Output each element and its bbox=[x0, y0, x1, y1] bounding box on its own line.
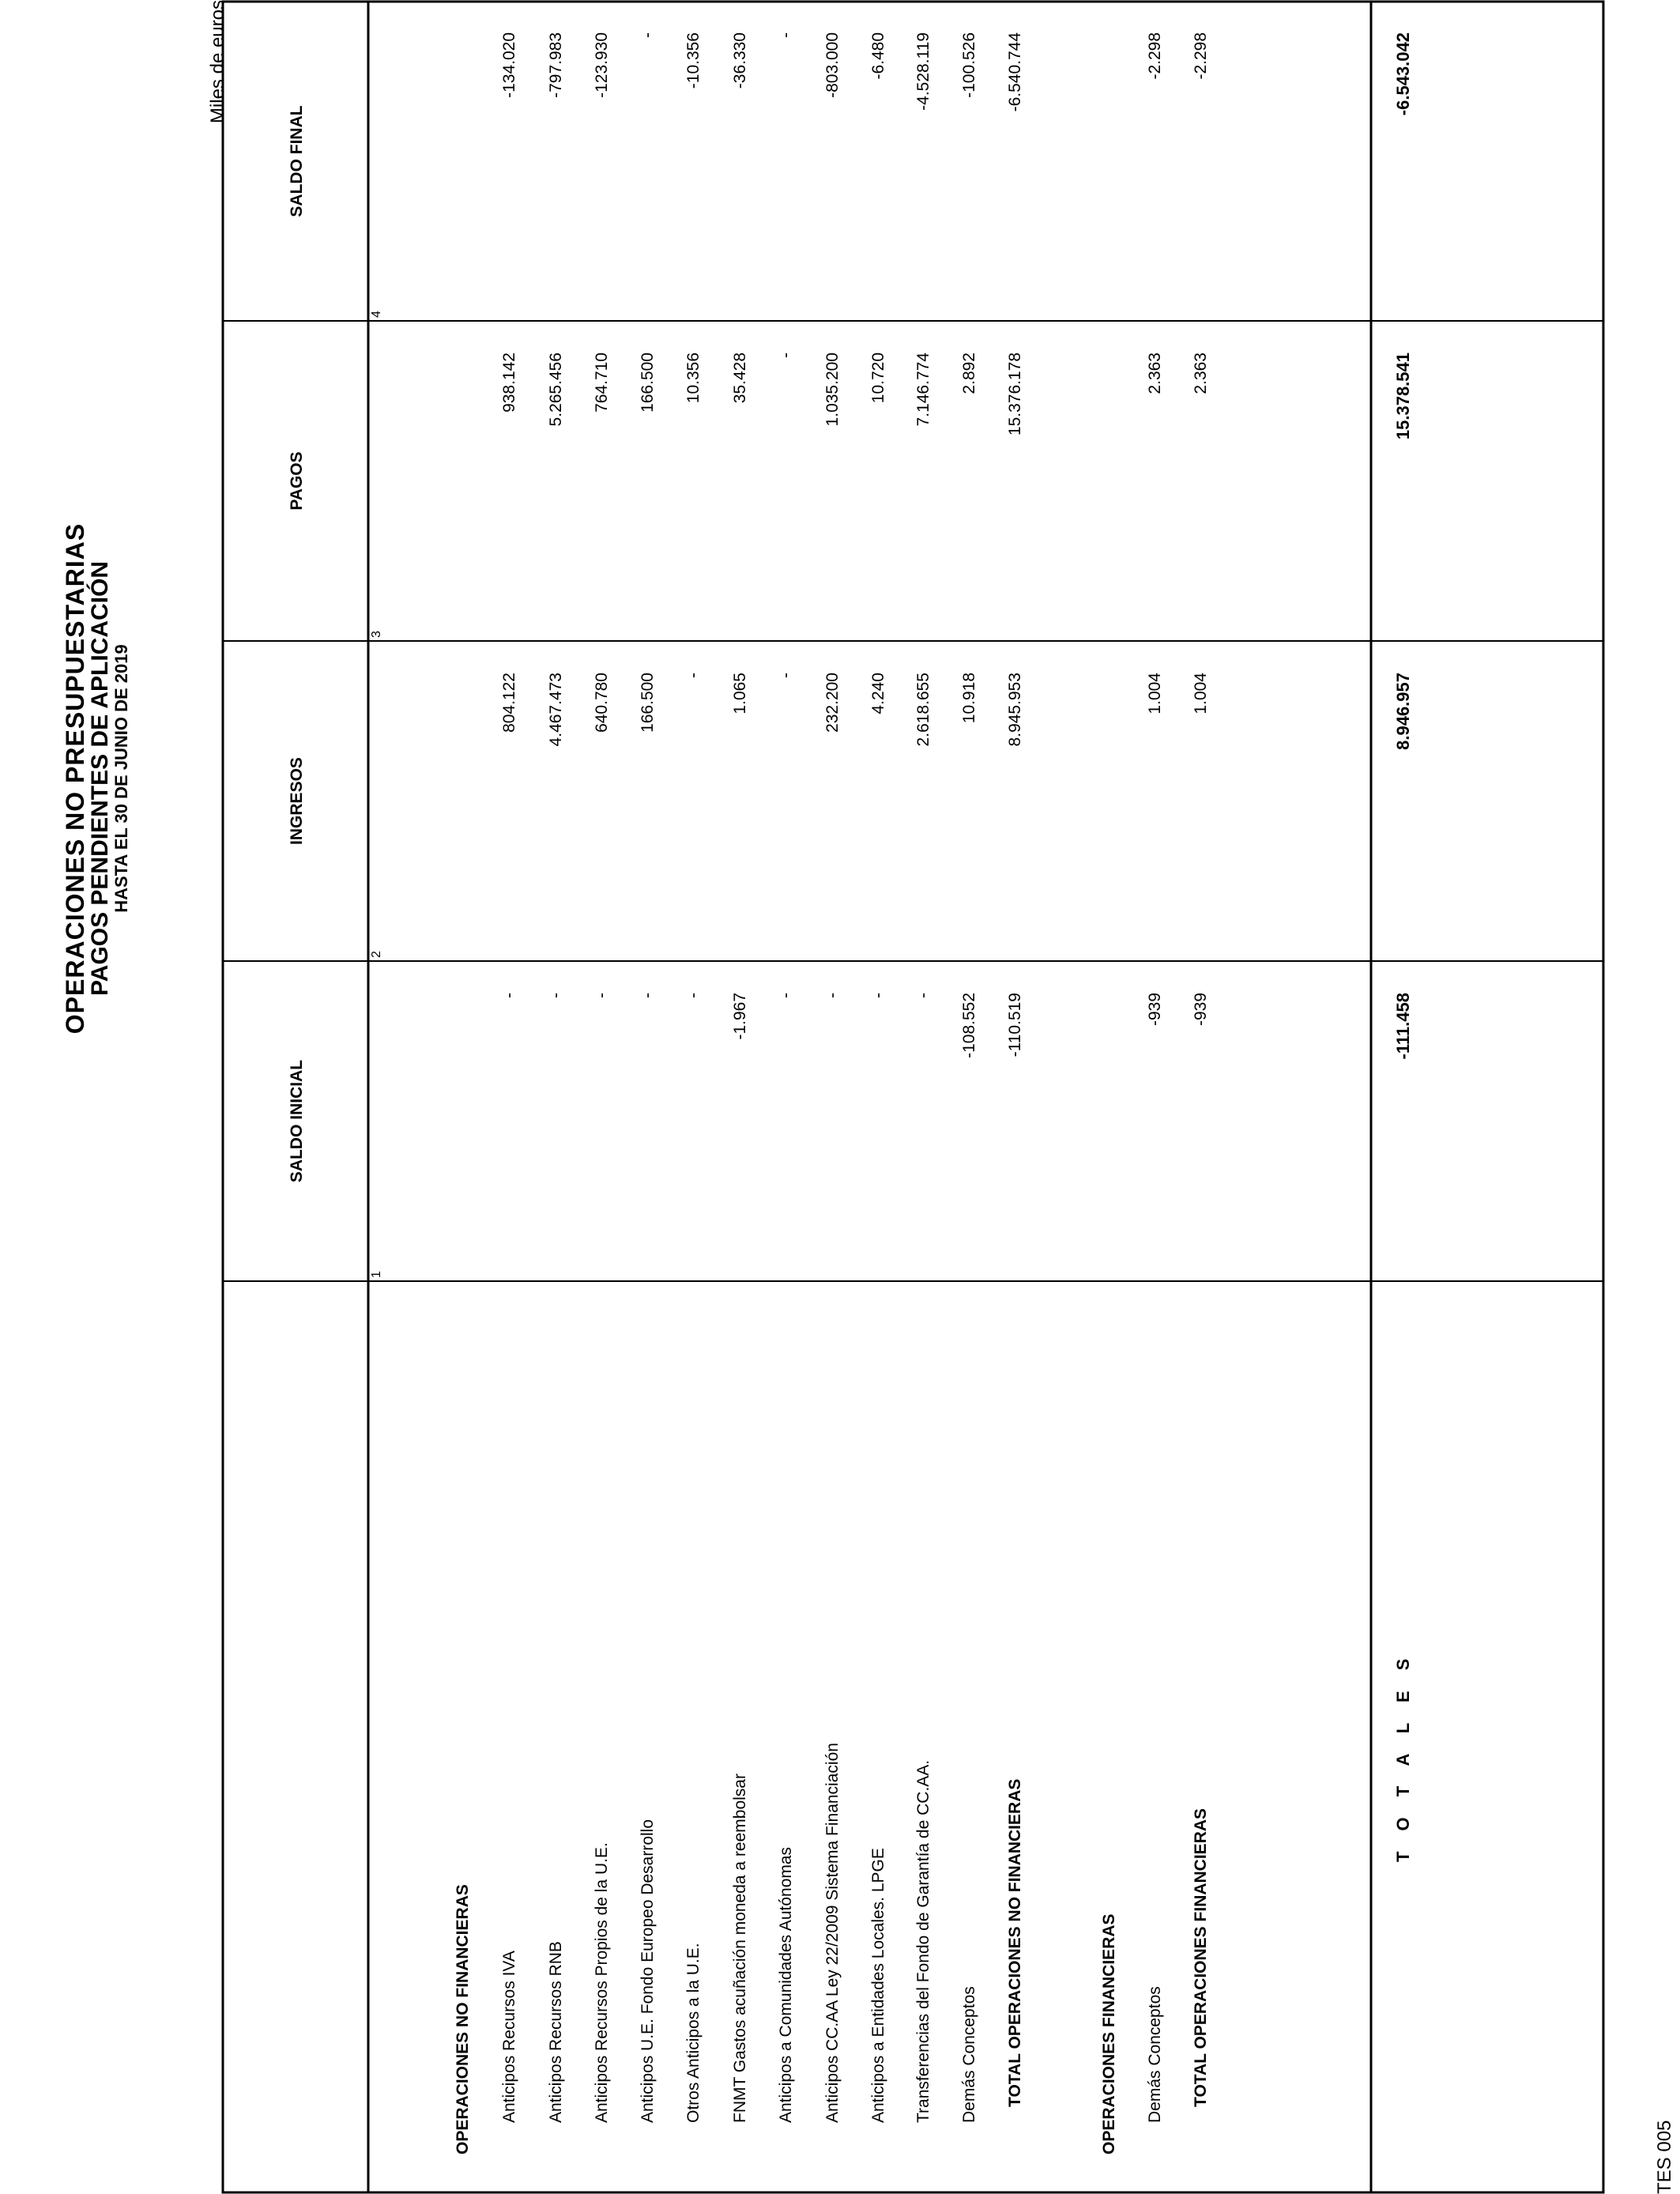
cell-value: 7.146.774 bbox=[914, 352, 932, 427]
row-label: Anticipos Recursos RNB bbox=[547, 1941, 565, 2123]
cell-value: 10.720 bbox=[869, 352, 887, 404]
cell-value: -939 bbox=[1192, 993, 1210, 1027]
cell-value: -2.298 bbox=[1192, 32, 1210, 80]
cell-value: -803.000 bbox=[823, 32, 842, 98]
cell-value: - bbox=[777, 673, 795, 678]
report-date: HASTA EL 30 DE JUNIO DE 2019 bbox=[111, 644, 131, 913]
cell-value: 8.945.953 bbox=[1006, 673, 1024, 747]
cell-value: - bbox=[500, 993, 518, 998]
cell-value: - bbox=[638, 32, 657, 38]
cell-value: -939 bbox=[1146, 993, 1164, 1027]
col-number-4: 4 bbox=[370, 311, 383, 318]
cell-value: 2.618.655 bbox=[914, 673, 932, 747]
col-number-3: 3 bbox=[370, 631, 383, 638]
cell-value: - bbox=[869, 993, 887, 998]
cell-value: - bbox=[777, 993, 795, 998]
cell-value: - bbox=[593, 993, 611, 998]
cell-value: - bbox=[638, 993, 657, 998]
cell-value: -110.519 bbox=[1006, 993, 1024, 1057]
grand-total-saldo-inicial: -111.458 bbox=[1393, 993, 1413, 1060]
cell-value: 4.467.473 bbox=[547, 673, 565, 747]
col-number-2: 2 bbox=[370, 951, 383, 958]
row-label: Anticipos a Comunidades Autónomas bbox=[777, 1846, 795, 2123]
cell-value: - bbox=[547, 993, 565, 998]
subtotal-label: TOTAL OPERACIONES FINANCIERAS bbox=[1192, 1808, 1210, 2107]
cell-value: 2.363 bbox=[1146, 352, 1164, 394]
section-heading: OPERACIONES NO FINANCIERAS bbox=[454, 1884, 472, 2154]
cell-value: -2.298 bbox=[1146, 32, 1164, 80]
cell-value: 5.265.456 bbox=[547, 352, 565, 427]
cell-value: 640.780 bbox=[593, 673, 611, 733]
cell-value: 10.356 bbox=[684, 352, 703, 404]
cell-value: 764.710 bbox=[593, 352, 611, 413]
cell-value: 10.918 bbox=[960, 673, 978, 724]
section-heading: OPERACIONES FINANCIERAS bbox=[1100, 1913, 1118, 2154]
cell-value: 938.142 bbox=[500, 352, 518, 413]
cell-value: -1.967 bbox=[731, 993, 749, 1040]
cell-value: -134.020 bbox=[500, 32, 518, 98]
row-label: Anticipos CC.AA Ley 22/2009 Sistema Financiación bbox=[823, 1743, 842, 2123]
cell-value: 804.122 bbox=[500, 673, 518, 733]
cell-value: 1.004 bbox=[1146, 673, 1164, 714]
cell-value: -123.930 bbox=[593, 32, 611, 98]
cell-value: - bbox=[684, 673, 703, 678]
cell-value: - bbox=[914, 993, 932, 998]
grand-total-pagos: 15.378.541 bbox=[1393, 352, 1413, 440]
row-label: Demás Conceptos bbox=[960, 1986, 978, 2123]
cell-value: -6.540.744 bbox=[1006, 32, 1024, 112]
row-label: Anticipos Recursos IVA bbox=[500, 1951, 518, 2123]
report-code: TES 005 bbox=[1654, 2120, 1675, 2194]
cell-value: -6.480 bbox=[869, 32, 887, 80]
units-label: Miles de euros bbox=[207, 0, 228, 124]
cell-value: 1.065 bbox=[731, 673, 749, 714]
row-label: Anticipos Recursos Propios de la U.E. bbox=[593, 1842, 611, 2123]
col-number-1: 1 bbox=[370, 1271, 383, 1278]
row-label: Otros Anticipos a la U.E. bbox=[684, 1943, 703, 2123]
cell-value: -108.552 bbox=[960, 993, 978, 1058]
row-label: Demás Conceptos bbox=[1146, 1986, 1164, 2123]
cell-value: - bbox=[684, 993, 703, 998]
cell-value: -100.526 bbox=[960, 32, 978, 98]
grand-total-label: T O T A L E S bbox=[1393, 1650, 1413, 1862]
cell-value: 166.500 bbox=[638, 673, 657, 733]
cell-value: 232.200 bbox=[823, 673, 842, 733]
col-header-ingresos: INGRESOS bbox=[288, 757, 306, 845]
cell-value: -36.330 bbox=[731, 32, 749, 89]
row-label: Anticipos a Entidades Locales. LPGE bbox=[869, 1848, 887, 2123]
grand-total-saldo-final: -6.543.042 bbox=[1393, 32, 1413, 116]
col-header-saldo-final: SALDO FINAL bbox=[288, 105, 306, 217]
cell-value: -797.983 bbox=[547, 32, 565, 98]
cell-value: - bbox=[777, 352, 795, 358]
cell-value: 15.376.178 bbox=[1006, 352, 1024, 436]
cell-value: 2.892 bbox=[960, 352, 978, 394]
cell-value: -4.528.119 bbox=[914, 32, 932, 111]
cell-value: -10.356 bbox=[684, 32, 703, 89]
col-header-pagos: PAGOS bbox=[288, 451, 306, 511]
row-label: FNMT Gastos acuñación moneda a reembolsar bbox=[731, 1774, 749, 2123]
cell-value: 166.500 bbox=[638, 352, 657, 413]
row-label: Anticipos U.E. Fondo Europeo Desarrollo bbox=[638, 1819, 657, 2123]
report-title: OPERACIONES NO PRESUPUESTARIAS bbox=[61, 522, 89, 1035]
subtotal-label: TOTAL OPERACIONES NO FINANCIERAS bbox=[1006, 1778, 1024, 2107]
cell-value: 2.363 bbox=[1192, 352, 1210, 394]
cell-value: 4.240 bbox=[869, 673, 887, 714]
cell-value: 1.035.200 bbox=[823, 352, 842, 427]
row-label: Transferencias del Fondo de Garantía de CC.AA. bbox=[914, 1759, 932, 2123]
col-header-saldo-inicial: SALDO INICIAL bbox=[288, 1059, 306, 1183]
cell-value: 1.004 bbox=[1192, 673, 1210, 714]
cell-value: 35.428 bbox=[731, 352, 749, 404]
cell-value: - bbox=[777, 32, 795, 38]
cell-value: - bbox=[823, 993, 842, 998]
report-subtitle: PAGOS PENDIENTES DE APLICACIÓN bbox=[87, 560, 113, 997]
grand-total-ingresos: 8.946.957 bbox=[1393, 673, 1413, 750]
